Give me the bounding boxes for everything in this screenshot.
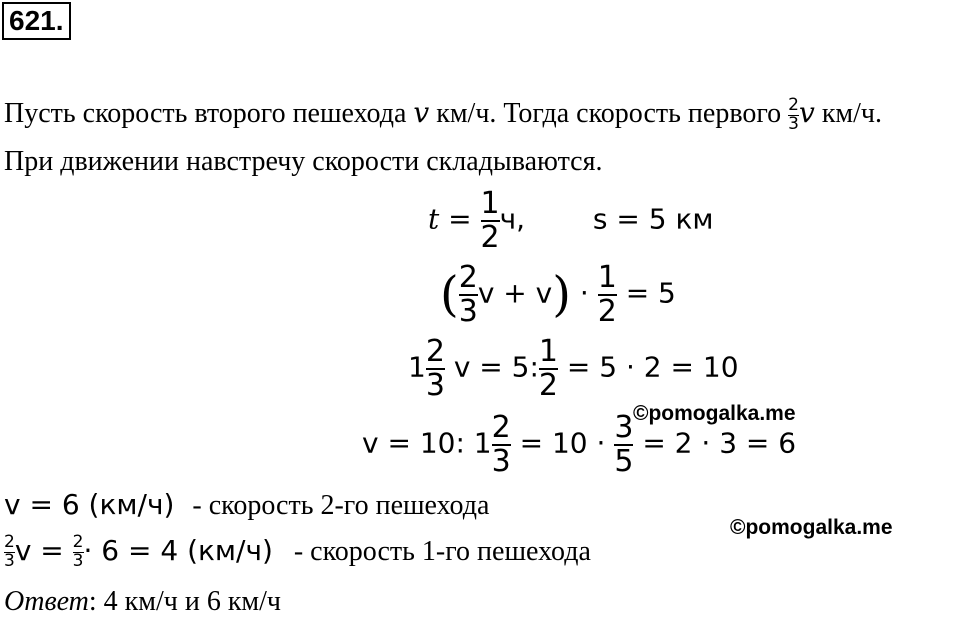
fraction-denominator: 3 [72, 550, 84, 571]
fraction-one-half [539, 336, 558, 401]
fraction-numerator: 2 [491, 410, 511, 445]
equals-sign: = [448, 202, 472, 236]
rhs: = 5 [625, 276, 676, 310]
fraction-numerator: 2 [425, 334, 445, 369]
intro-text-1: Пусть скорость второго пешехода [4, 98, 407, 129]
left-paren: ( [440, 266, 459, 323]
rhs: · 6 = 4 (км/ч) [83, 534, 273, 568]
fraction-two-thirds [459, 262, 478, 327]
answer-label: Ответ [4, 586, 89, 617]
intro-var-v: v [413, 96, 430, 129]
equation-1 [428, 188, 714, 253]
fraction-denominator: 5 [614, 443, 634, 479]
fraction-numerator: 1 [480, 186, 500, 221]
result-1-math: v = 6 (км/ч) [4, 488, 175, 521]
unit-hours: ч, [499, 202, 526, 236]
result-1-text: - скорость 2-го пешехода [192, 490, 490, 521]
fraction-denominator: 3 [458, 293, 478, 329]
fraction-denominator: 3 [4, 550, 15, 571]
fraction-denominator: 3 [425, 367, 445, 403]
fraction-one-half [598, 262, 617, 327]
answer-line [4, 586, 281, 618]
fraction-two-thirds [492, 412, 511, 477]
mid-expression: v = [14, 534, 64, 568]
fraction-numerator: 2 [4, 532, 15, 552]
intro-line-2: При движении навстречу скорости складываются. [4, 146, 603, 177]
equation-3 [408, 336, 739, 401]
multiply-dot: · [579, 276, 589, 310]
intro-var-v2: v [798, 96, 815, 129]
equation-4 [362, 412, 796, 477]
intro-text-2: км/ч. Тогда скорость первого [436, 98, 782, 129]
fraction-denominator: 2 [480, 219, 500, 255]
fraction-one-half [481, 188, 500, 253]
fraction-denominator: 2 [538, 367, 559, 403]
sum-expression: v + v [477, 276, 553, 310]
fraction-two-thirds-b [73, 534, 84, 571]
intro-fraction [788, 97, 799, 134]
result-2-math [4, 532, 282, 571]
fraction-numerator: 1 [538, 334, 559, 369]
fraction-denominator: 2 [597, 293, 617, 329]
fraction-denominator: 3 [788, 114, 799, 135]
lhs: v = 10: 1 [362, 426, 492, 460]
watermark-2: ©pomogalka.me [730, 516, 893, 539]
fraction-three-fifths [614, 412, 633, 477]
result-2-text: - скорость 1-го пешехода [293, 536, 591, 568]
distance-expression: s = 5 км [592, 202, 714, 236]
intro-text-3: км/ч. [821, 98, 882, 129]
rhs: = 5 · 2 = 10 [566, 350, 739, 384]
intro-line-1 [4, 96, 882, 134]
fraction-numerator: 2 [788, 95, 799, 116]
fraction-two-thirds [4, 534, 15, 571]
result-line-1 [4, 488, 489, 522]
right-paren: ) [552, 266, 571, 323]
result-line-2 [4, 534, 591, 571]
fraction-numerator: 2 [458, 260, 478, 295]
fraction-numerator: 1 [597, 260, 617, 295]
mid-expression: v = 5: [453, 350, 539, 384]
equation-2 [440, 262, 676, 327]
fraction-numerator: 3 [614, 410, 634, 445]
var-t: t [428, 202, 440, 236]
whole-part: 1 [408, 350, 426, 384]
answer-text: : 4 км/ч и 6 км/ч [88, 586, 282, 617]
fraction-two-thirds [426, 336, 445, 401]
watermark-1: ©pomogalka.me [633, 402, 796, 425]
problem-number: 621. [2, 2, 71, 40]
mid-expression: = 10 · [519, 426, 606, 460]
fraction-numerator: 2 [72, 532, 84, 552]
rhs: = 2 · 3 = 6 [642, 426, 797, 460]
fraction-denominator: 3 [491, 443, 511, 479]
